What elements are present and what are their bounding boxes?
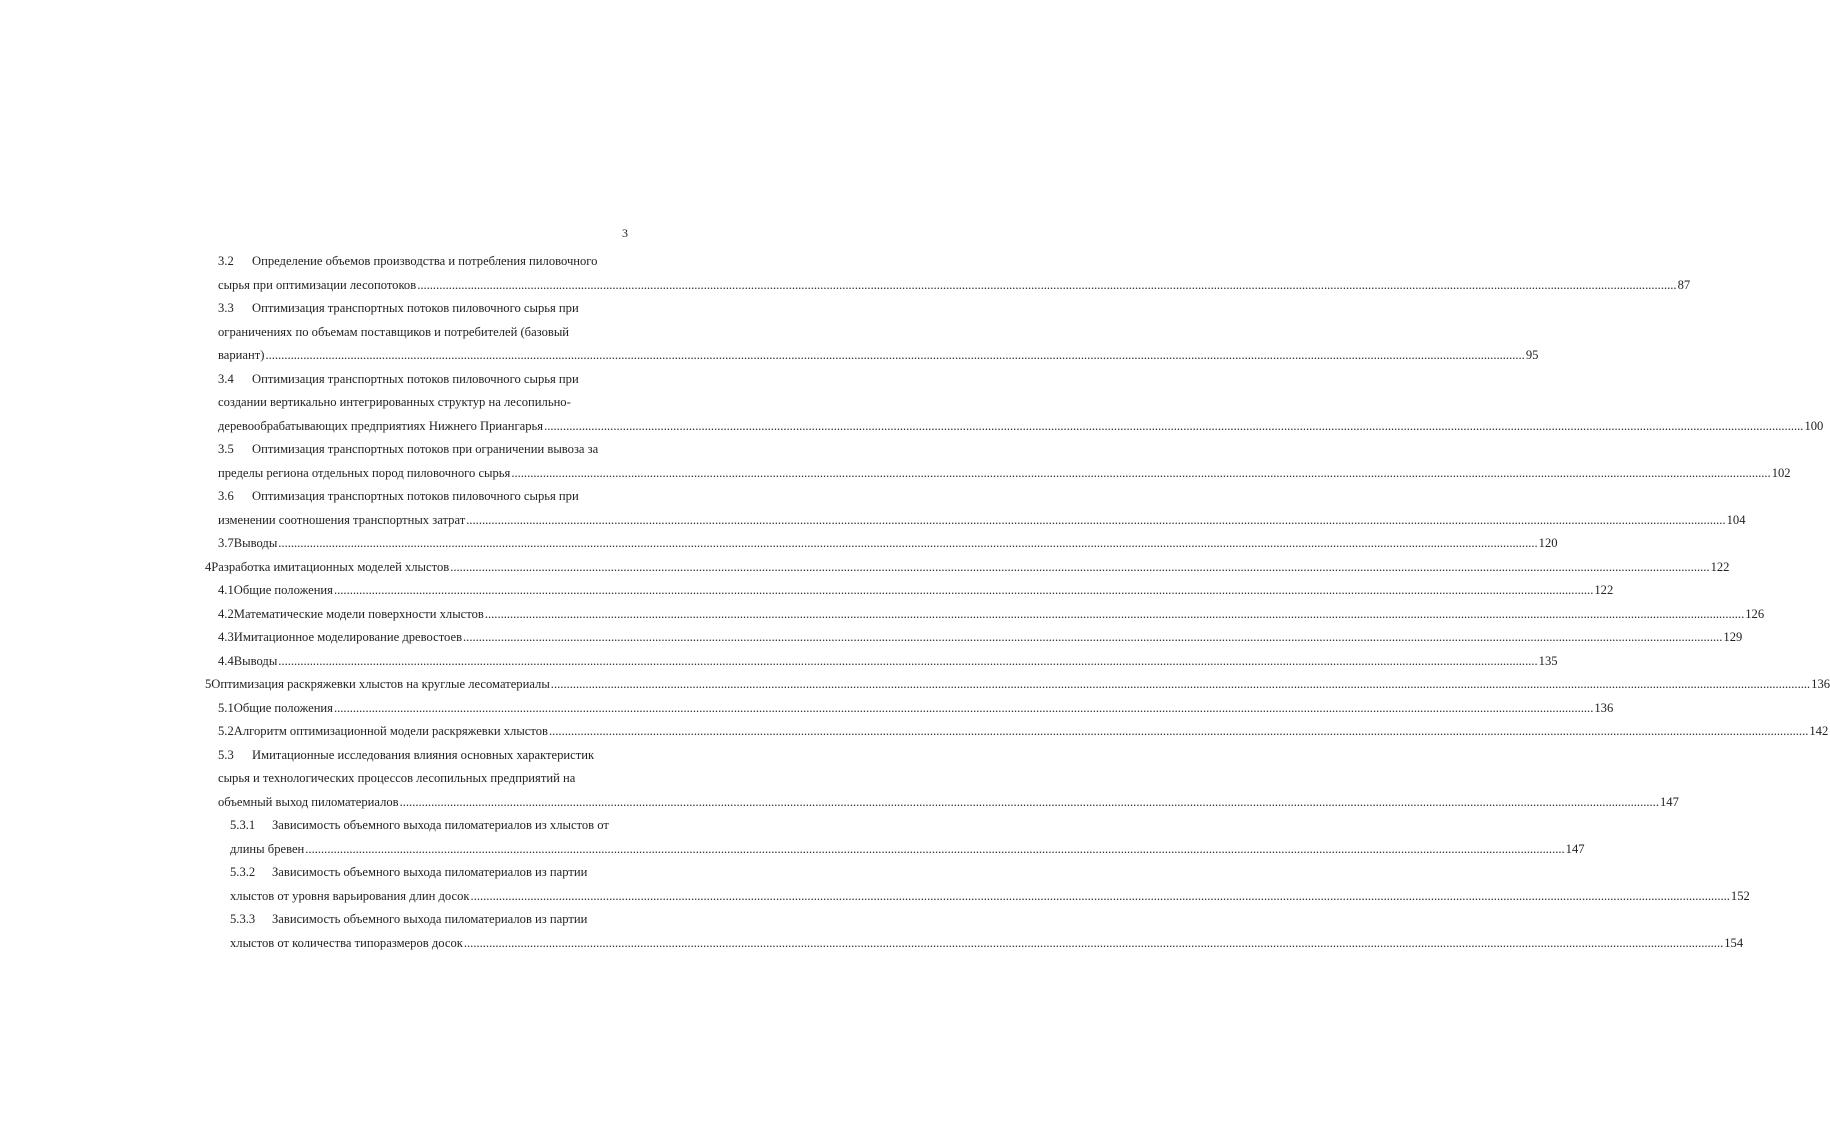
toc-entry-page: 120 xyxy=(1538,536,1558,550)
toc-entry[interactable] xyxy=(0,814,1585,861)
page-number: 3 xyxy=(622,226,628,240)
toc-entry-title: Зависимость объемного выхода пиломатериалов из хлыстов от xyxy=(272,818,609,832)
toc-entry-page: 102 xyxy=(1771,465,1791,480)
toc-dot-leader: ................................................................................................................................................................................................................................................................................................................................................................................................................ xyxy=(484,606,1745,621)
toc-entry-page: 104 xyxy=(1726,512,1746,527)
toc-dot-leader: ................................................................................................................................................................................................................................................................................................................................................................................................................ xyxy=(463,630,1723,644)
toc-entry-title: Оптимизация раскряжевки хлыстов на круглые лесоматериалы xyxy=(211,677,550,691)
toc-entry-title: создании вертикально интегрированных структур на лесопильно- xyxy=(218,395,571,409)
toc-entry-title: Оптимизация транспортных потоков пиловочного сырья при xyxy=(252,371,579,386)
toc-dot-leader: ................................................................................................................................................................................................................................................................................................................................................................................................................ xyxy=(399,794,1659,809)
toc-entry-page: 147 xyxy=(1659,794,1679,809)
toc-entry-title: Выводы xyxy=(233,653,278,668)
toc-entry-title: Оптимизация транспортных потоков пиловочного сырья при xyxy=(252,489,579,503)
toc-dot-leader: ................................................................................................................................................................................................................................................................................................................................................................................................................ xyxy=(417,277,1677,292)
toc-entry-page: 135 xyxy=(1538,653,1558,668)
toc-entry-number: 3.4 xyxy=(218,371,234,386)
toc-entry[interactable] xyxy=(0,626,1743,650)
toc-entry-page: 95 xyxy=(1525,348,1539,362)
toc-dot-leader: ................................................................................................................................................................................................................................................................................................................................................................................................................ xyxy=(305,841,1565,856)
toc-entry-page: 136 xyxy=(1594,700,1614,715)
toc-dot-leader: ................................................................................................................................................................................................................................................................................................................................................................................................................ xyxy=(470,888,1730,903)
toc-entry-page: 129 xyxy=(1723,630,1743,644)
toc-entry-page: 154 xyxy=(1724,935,1744,950)
toc-entry-number: 5.3.1 xyxy=(230,818,256,832)
toc-dot-leader: ................................................................................................................................................................................................................................................................................................................................................................................................................ xyxy=(333,583,1594,597)
toc-entry-title: сырья при оптимизации лесопотоков xyxy=(218,277,417,292)
toc-entry-title: длины бревен xyxy=(230,841,305,856)
toc-entry-number: 4.2 xyxy=(218,606,234,621)
toc-entry-page: 122 xyxy=(1710,559,1730,574)
toc-entry-title: Выводы xyxy=(233,536,278,550)
toc-entry-page: 147 xyxy=(1565,841,1585,856)
toc-entry-number: 3.6 xyxy=(218,489,234,503)
toc-entry-title: пределы региона отдельных пород пиловочного сырья xyxy=(218,465,511,480)
toc-entry-title: Зависимость объемного выхода пиломатериалов из партии xyxy=(272,865,588,879)
toc-entry[interactable] xyxy=(0,720,1829,744)
toc-entry-title: ограничениях по объемам поставщиков и потребителей (базовый xyxy=(218,324,570,339)
toc-entry-title: Общие положения xyxy=(233,700,333,715)
toc-entry[interactable] xyxy=(0,556,1730,580)
toc-entry[interactable] xyxy=(0,579,1614,603)
toc-entry-page: 152 xyxy=(1730,888,1750,903)
toc-entry-number: 5 xyxy=(205,677,212,691)
toc-entry[interactable] xyxy=(0,673,1830,697)
toc-dot-leader: ................................................................................................................................................................................................................................................................................................................................................................................................................ xyxy=(463,935,1724,950)
toc-dot-leader: ................................................................................................................................................................................................................................................................................................................................................................................................................ xyxy=(278,536,1538,550)
toc-entry[interactable] xyxy=(0,250,1691,297)
table-of-contents xyxy=(0,250,1830,955)
toc-entry[interactable] xyxy=(0,532,1558,556)
toc-entry[interactable] xyxy=(0,603,1765,627)
toc-dot-leader: ................................................................................................................................................................................................................................................................................................................................................................................................................ xyxy=(511,465,1771,480)
toc-entry[interactable] xyxy=(0,650,1558,674)
toc-entry-title: Имитационное моделирование древостоев xyxy=(233,630,463,644)
toc-dot-leader: ................................................................................................................................................................................................................................................................................................................................................................................................................ xyxy=(265,348,1525,362)
toc-entry-page: 122 xyxy=(1594,583,1614,597)
toc-entry-page: 87 xyxy=(1677,277,1691,292)
toc-dot-leader: ................................................................................................................................................................................................................................................................................................................................................................................................................ xyxy=(548,724,1809,738)
toc-entry-number: 5.3.3 xyxy=(230,912,256,926)
toc-entry-number: 4.3 xyxy=(218,630,234,644)
toc-dot-leader: ................................................................................................................................................................................................................................................................................................................................................................................................................ xyxy=(333,700,1594,715)
toc-entry-title: Оптимизация транспортных потоков при ограничении вывоза за xyxy=(252,442,599,456)
toc-entry-number: 5.1 xyxy=(218,700,234,715)
toc-entry-page: 136 xyxy=(1811,677,1830,691)
toc-entry-title: Оптимизация транспортных потоков пиловочного сырья при xyxy=(252,301,579,315)
toc-entry-number: 4.1 xyxy=(218,583,234,597)
toc-entry-title: хлыстов от количества типоразмеров досок xyxy=(230,935,463,950)
toc-entry-number: 5.2 xyxy=(218,724,234,738)
toc-dot-leader: ................................................................................................................................................................................................................................................................................................................................................................................................................ xyxy=(544,418,1804,433)
toc-entry[interactable] xyxy=(0,485,1746,532)
toc-entry-title: Имитационные исследования влияния основных характеристик xyxy=(252,747,595,762)
toc-entry-page: 100 xyxy=(1804,418,1824,433)
toc-entry[interactable] xyxy=(0,438,1791,485)
toc-dot-leader: ................................................................................................................................................................................................................................................................................................................................................................................................................ xyxy=(278,653,1538,668)
toc-entry-title: объемный выход пиломатериалов xyxy=(218,794,399,809)
toc-entry-number: 5.3.2 xyxy=(230,865,256,879)
toc-entry-title: Разработка имитационных моделей хлыстов xyxy=(211,559,450,574)
toc-entry-number: 5.3 xyxy=(218,747,234,762)
toc-entry-title: хлыстов от уровня варьирования длин досок xyxy=(230,888,470,903)
toc-entry[interactable] xyxy=(0,697,1614,721)
toc-entry-title: Общие положения xyxy=(233,583,333,597)
toc-entry-title: Определение объемов производства и потребления пиловочного xyxy=(252,254,598,268)
toc-entry-number: 3.2 xyxy=(218,254,234,268)
toc-entry-number: 4 xyxy=(205,559,212,574)
toc-entry-title: Алгоритм оптимизационной модели раскряжевки хлыстов xyxy=(233,724,548,738)
toc-entry-title: сырья и технологических процессов лесопильных предприятий на xyxy=(218,771,576,785)
toc-entry-number: 3.7 xyxy=(218,536,234,550)
toc-entry-page: 142 xyxy=(1809,724,1829,738)
toc-entry-number: 3.3 xyxy=(218,301,234,315)
toc-entry[interactable] xyxy=(0,908,1744,955)
toc-entry[interactable] xyxy=(0,744,1679,815)
toc-entry[interactable] xyxy=(0,368,1824,439)
toc-entry-title: вариант) xyxy=(218,348,265,362)
toc-dot-leader: ................................................................................................................................................................................................................................................................................................................................................................................................................ xyxy=(466,512,1726,527)
toc-entry[interactable] xyxy=(0,297,1539,368)
toc-entry-page: 126 xyxy=(1745,606,1765,621)
toc-entry-number: 4.4 xyxy=(218,653,234,668)
toc-entry-title: деревообрабатывающих предприятиях Нижнего Приангарья xyxy=(218,418,544,433)
toc-dot-leader: ................................................................................................................................................................................................................................................................................................................................................................................................................ xyxy=(550,677,1811,691)
toc-dot-leader: ................................................................................................................................................................................................................................................................................................................................................................................................................ xyxy=(450,559,1710,574)
toc-entry-number: 3.5 xyxy=(218,442,234,456)
toc-entry-title: Зависимость объемного выхода пиломатериалов из партии xyxy=(272,912,588,926)
toc-entry[interactable] xyxy=(0,861,1750,908)
toc-entry-title: Математические модели поверхности хлыстов xyxy=(233,606,484,621)
toc-entry-title: изменении соотношения транспортных затрат xyxy=(218,512,466,527)
